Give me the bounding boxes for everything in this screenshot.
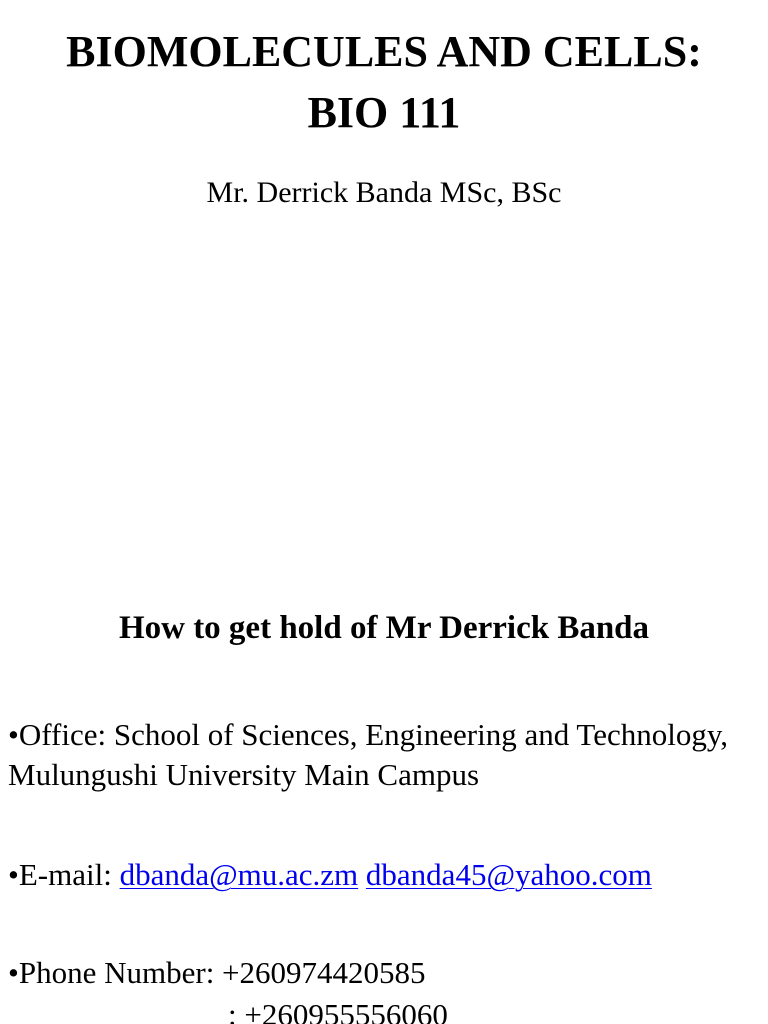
bullet-marker: • xyxy=(8,955,19,990)
phone-second-line: : +260955556060 xyxy=(228,997,448,1024)
bullet-marker: • xyxy=(8,857,19,892)
email-link-primary[interactable]: dbanda@mu.ac.zm xyxy=(119,857,359,892)
author-subtitle: Mr. Derrick Banda MSc, BSc xyxy=(206,176,562,209)
page-title-line-2: BIO 111 xyxy=(307,88,461,137)
phone-bullet xyxy=(8,953,763,993)
email-bullet xyxy=(8,855,763,895)
bullet-marker: • xyxy=(8,717,19,752)
page-title-line-1: BIOMOLECULES AND CELLS: xyxy=(66,27,702,76)
office-bullet xyxy=(8,715,763,795)
email-link-secondary[interactable]: dbanda45@yahoo.com xyxy=(365,857,652,892)
office-text: Office: School of Sciences, Engineering and Technology, Mulungushi University Main Campus xyxy=(8,717,729,792)
phone-text: Phone Number: +260974420585 xyxy=(18,955,426,990)
contact-heading: How to get hold of Mr Derrick Banda xyxy=(118,610,650,646)
email-label: E-mail: xyxy=(18,857,120,892)
